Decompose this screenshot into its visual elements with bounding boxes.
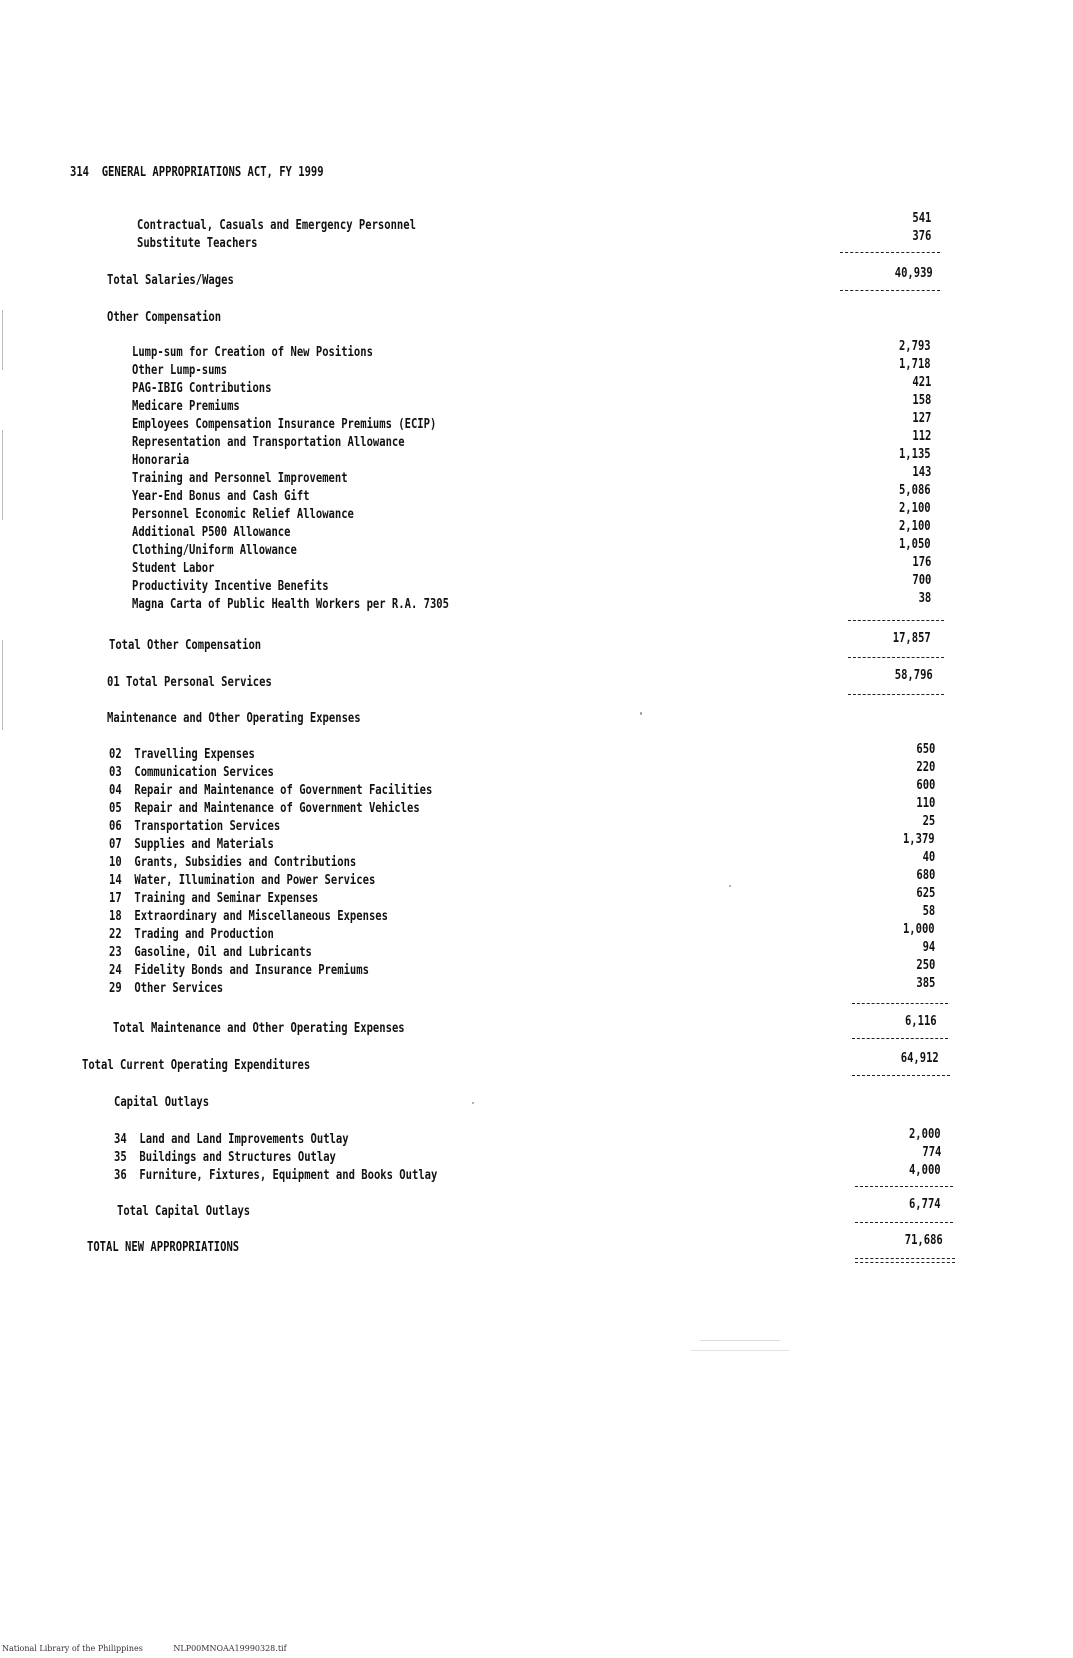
- grand-total-label: TOTAL NEW APPROPRIATIONS: [87, 1239, 240, 1255]
- total-label: Total Other Compensation: [109, 637, 262, 653]
- line-item-amount: 4,000: [909, 1162, 941, 1178]
- line-item-amount: 700: [911, 572, 931, 588]
- item-label: Repair and Maintenance of Government Vehicles: [134, 800, 420, 816]
- line-item-amount: 94: [922, 939, 935, 955]
- line-item-label: [114, 1131, 349, 1147]
- line-item-amount: 2,100: [899, 518, 931, 534]
- scan-footer: [2, 1644, 315, 1653]
- total-amount: 17,857: [892, 630, 931, 646]
- scan-speck: [690, 1350, 790, 1351]
- line-item-label: [114, 1167, 437, 1183]
- line-item-label: Substitute Teachers: [137, 235, 258, 251]
- item-label: Grants, Subsidies and Contributions: [134, 854, 357, 870]
- line-item-label: [109, 890, 318, 906]
- subtotal-rule: [848, 657, 944, 658]
- binding-edge-mark: [2, 640, 3, 730]
- line-item-label: [109, 818, 280, 834]
- total-amount: 6,116: [905, 1013, 937, 1029]
- line-item-amount: 600: [915, 777, 935, 793]
- total-amount: 40,939: [894, 265, 933, 281]
- subtotal-rule: [855, 1186, 953, 1187]
- line-item-label: Medicare Premiums: [132, 398, 240, 414]
- line-item-amount: 5,086: [899, 482, 931, 498]
- line-item-amount: 1,718: [899, 356, 931, 372]
- total-label: Total Maintenance and Other Operating Expenses: [113, 1020, 405, 1036]
- scan-speck: [729, 885, 731, 887]
- line-item-amount: 112: [911, 428, 931, 444]
- item-label: Travelling Expenses: [134, 746, 255, 762]
- line-item-amount: 58: [922, 903, 935, 919]
- item-code: 14: [109, 872, 122, 888]
- subtotal-rule: [840, 290, 940, 291]
- line-item-amount: 1,379: [903, 831, 935, 847]
- line-item-label: Additional P500 Allowance: [132, 524, 291, 540]
- item-label: Other Services: [134, 980, 224, 996]
- line-item-label: Clothing/Uniform Allowance: [132, 542, 297, 558]
- total-amount: 58,796: [894, 667, 933, 683]
- section-heading: Other Compensation: [107, 309, 222, 325]
- item-label: Extraordinary and Miscellaneous Expenses: [134, 908, 388, 924]
- subtotal-rule: [852, 1075, 950, 1076]
- line-item-amount: 250: [915, 957, 935, 973]
- item-code: 17: [109, 890, 122, 906]
- line-item-label: [109, 836, 274, 852]
- subtotal-rule: [848, 620, 944, 621]
- item-code: 24: [109, 962, 122, 978]
- section-heading: Capital Outlays: [114, 1094, 210, 1110]
- subtotal-rule: [840, 252, 940, 253]
- item-label: Fidelity Bonds and Insurance Premiums: [134, 962, 369, 978]
- line-item-label: [109, 944, 312, 960]
- item-label: Repair and Maintenance of Government Facilities: [134, 782, 433, 798]
- line-item-label: Training and Personnel Improvement: [132, 470, 348, 486]
- line-item-amount: 176: [911, 554, 931, 570]
- file-identifier: NLP00MNOAA19990328.tif: [173, 1644, 287, 1653]
- page-header: [70, 164, 324, 180]
- line-item-label: [109, 926, 274, 942]
- item-code: 36: [114, 1167, 127, 1183]
- item-label: Water, Illumination and Power Services: [134, 872, 376, 888]
- total-label: Total Current Operating Expenditures: [82, 1057, 311, 1073]
- line-item-label: Employees Compensation Insurance Premiums (ECIP): [132, 416, 437, 432]
- page-number: 314: [70, 164, 90, 180]
- line-item-amount: 2,793: [899, 338, 931, 354]
- item-code: 06: [109, 818, 122, 834]
- item-label: Supplies and Materials: [134, 836, 274, 852]
- line-item-amount: 1,000: [903, 921, 935, 937]
- item-code: 23: [109, 944, 122, 960]
- scan-speck: [700, 1340, 780, 1341]
- total-amount: 6,774: [909, 1196, 941, 1212]
- item-code: 02: [109, 746, 122, 762]
- line-item-amount: 2,000: [909, 1126, 941, 1142]
- subtotal-rule: [855, 1222, 953, 1223]
- subtotal-rule: [852, 1003, 948, 1004]
- line-item-amount: 680: [915, 867, 935, 883]
- line-item-amount: 2,100: [899, 500, 931, 516]
- scan-speck: [640, 712, 642, 715]
- line-item-label: [109, 962, 369, 978]
- grand-total-amount: 71,686: [904, 1232, 943, 1248]
- total-label: 01 Total Personal Services: [107, 674, 272, 690]
- line-item-label: [109, 800, 420, 816]
- line-item-label: Contractual, Casuals and Emergency Personnel: [137, 217, 416, 233]
- line-item-amount: 40: [922, 849, 935, 865]
- item-label: Furniture, Fixtures, Equipment and Books Outlay: [139, 1167, 438, 1183]
- total-label: Total Capital Outlays: [117, 1203, 251, 1219]
- item-label: Buildings and Structures Outlay: [139, 1149, 336, 1165]
- line-item-amount: 25: [922, 813, 935, 829]
- subtotal-rule: [848, 694, 944, 695]
- binding-edge-mark: [2, 430, 3, 520]
- line-item-amount: 421: [911, 374, 931, 390]
- line-item-label: Productivity Incentive Benefits: [132, 578, 329, 594]
- binding-edge-mark: [2, 310, 3, 370]
- line-item-amount: 774: [921, 1144, 941, 1160]
- line-item-amount: 127: [911, 410, 931, 426]
- item-code: 05: [109, 800, 122, 816]
- line-item-amount: 1,135: [899, 446, 931, 462]
- item-label: Land and Land Improvements Outlay: [139, 1131, 349, 1147]
- item-label: Trading and Production: [134, 926, 274, 942]
- scan-speck: [472, 1102, 474, 1104]
- line-item-label: [109, 764, 274, 780]
- item-code: 07: [109, 836, 122, 852]
- line-item-amount: 1,050: [899, 536, 931, 552]
- item-code: 29: [109, 980, 122, 996]
- item-code: 10: [109, 854, 122, 870]
- line-item-amount: 650: [915, 741, 935, 757]
- line-item-amount: 110: [915, 795, 935, 811]
- item-label: Training and Seminar Expenses: [134, 890, 319, 906]
- library-name: National Library of the Philippines: [2, 1644, 143, 1653]
- total-amount: 64,912: [900, 1050, 939, 1066]
- line-item-label: [114, 1149, 336, 1165]
- section-heading: Maintenance and Other Operating Expenses: [107, 710, 361, 726]
- line-item-amount: 38: [918, 590, 931, 606]
- line-item-amount: 625: [915, 885, 935, 901]
- line-item-amount: 541: [911, 210, 931, 226]
- line-item-amount: 376: [911, 228, 931, 244]
- line-item-label: Personnel Economic Relief Allowance: [132, 506, 354, 522]
- total-label: Total Salaries/Wages: [107, 272, 234, 288]
- grand-total-double-rule: [855, 1258, 955, 1263]
- item-code: 34: [114, 1131, 127, 1147]
- line-item-amount: 158: [911, 392, 931, 408]
- line-item-label: Student Labor: [132, 560, 215, 576]
- item-label: Transportation Services: [134, 818, 281, 834]
- subtotal-rule: [852, 1038, 948, 1039]
- item-label: Gasoline, Oil and Lubricants: [134, 944, 312, 960]
- line-item-label: Other Lump-sums: [132, 362, 228, 378]
- line-item-label: [109, 746, 255, 762]
- line-item-label: [109, 854, 356, 870]
- line-item-label: [109, 872, 375, 888]
- line-item-label: Honoraria: [132, 452, 190, 468]
- line-item-label: [109, 980, 223, 996]
- line-item-label: Magna Carta of Public Health Workers per R.A. 7305: [132, 596, 449, 612]
- item-code: 35: [114, 1149, 127, 1165]
- item-code: 18: [109, 908, 122, 924]
- line-item-amount: 220: [915, 759, 935, 775]
- item-code: 04: [109, 782, 122, 798]
- line-item-label: [109, 782, 432, 798]
- act-title: GENERAL APPROPRIATIONS ACT, FY 1999: [101, 164, 324, 180]
- line-item-label: [109, 908, 388, 924]
- line-item-label: Year-End Bonus and Cash Gift: [132, 488, 310, 504]
- line-item-label: Lump-sum for Creation of New Positions: [132, 344, 373, 360]
- line-item-amount: 385: [915, 975, 935, 991]
- line-item-label: PAG-IBIG Contributions: [132, 380, 272, 396]
- line-item-amount: 143: [911, 464, 931, 480]
- item-code: 03: [109, 764, 122, 780]
- item-code: 22: [109, 926, 122, 942]
- item-label: Communication Services: [134, 764, 274, 780]
- line-item-label: Representation and Transportation Allowance: [132, 434, 405, 450]
